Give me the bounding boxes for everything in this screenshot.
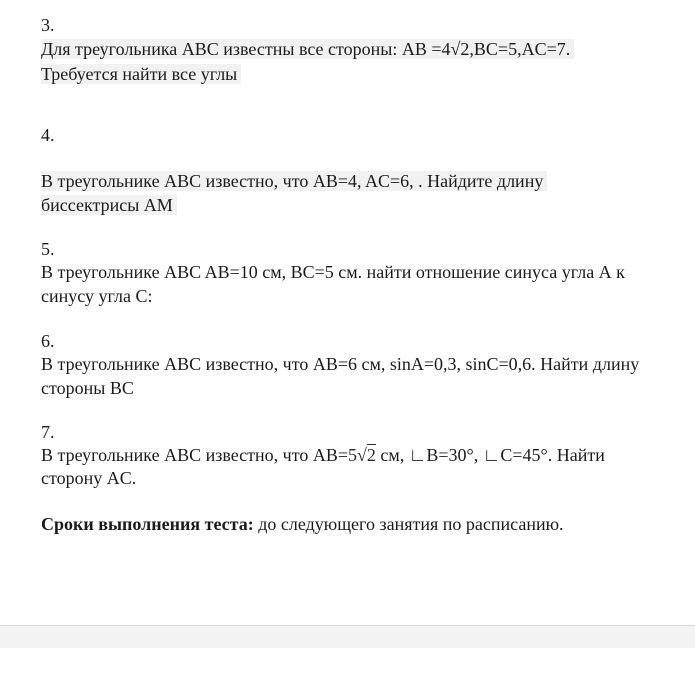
sqrt-coefficient: 5 — [347, 445, 357, 465]
item-3-line-1: Для треугольника ABC известны все стороны: AB =4√2,BC=5,AC=7. — [41, 39, 574, 59]
item-7-line-2: сторону AC. — [41, 468, 137, 488]
item-3-number: 3. — [41, 15, 55, 35]
sqrt-radicand: 2 — [366, 445, 376, 465]
deadline-text: до следующего занятия по расписанию. — [253, 514, 564, 534]
item-5-number: 5. — [41, 239, 55, 259]
item-6-line-1: В треугольнике ABC известно, что AB=6 см, sinA=0,3, sinC=0,6. Найти длину — [41, 354, 640, 374]
item-6-line-2: стороны BC — [41, 378, 134, 398]
item-6-number: 6. — [41, 331, 55, 351]
deadline-label: Сроки выполнения теста: — [41, 514, 254, 534]
item-7-line-1: В треугольнике ABC известно, что AB=5√2 см, ∟B=30°, ∟C=45°. Найти — [41, 445, 605, 465]
item-5-line-1: В треугольнике ABC AB=10 см, BC=5 см. найти отношение синуса угла А к — [41, 262, 625, 282]
item-5-line-2: синусу угла С: — [41, 286, 153, 306]
sqrt-sign: √ — [356, 445, 367, 465]
item-3-line-2: Требуется найти все углы — [41, 64, 241, 84]
item-4-number: 4. — [41, 125, 55, 145]
page-gap — [0, 648, 695, 696]
item-4-line-1: В треугольнике ABC известно, что AB=4, AC=6, . Найдите длину — [41, 171, 547, 191]
page-separator — [0, 625, 695, 649]
item-4-line-2: биссектрисы AM — [41, 195, 177, 215]
item-7-number: 7. — [41, 422, 55, 442]
deadline-paragraph — [41, 513, 564, 535]
